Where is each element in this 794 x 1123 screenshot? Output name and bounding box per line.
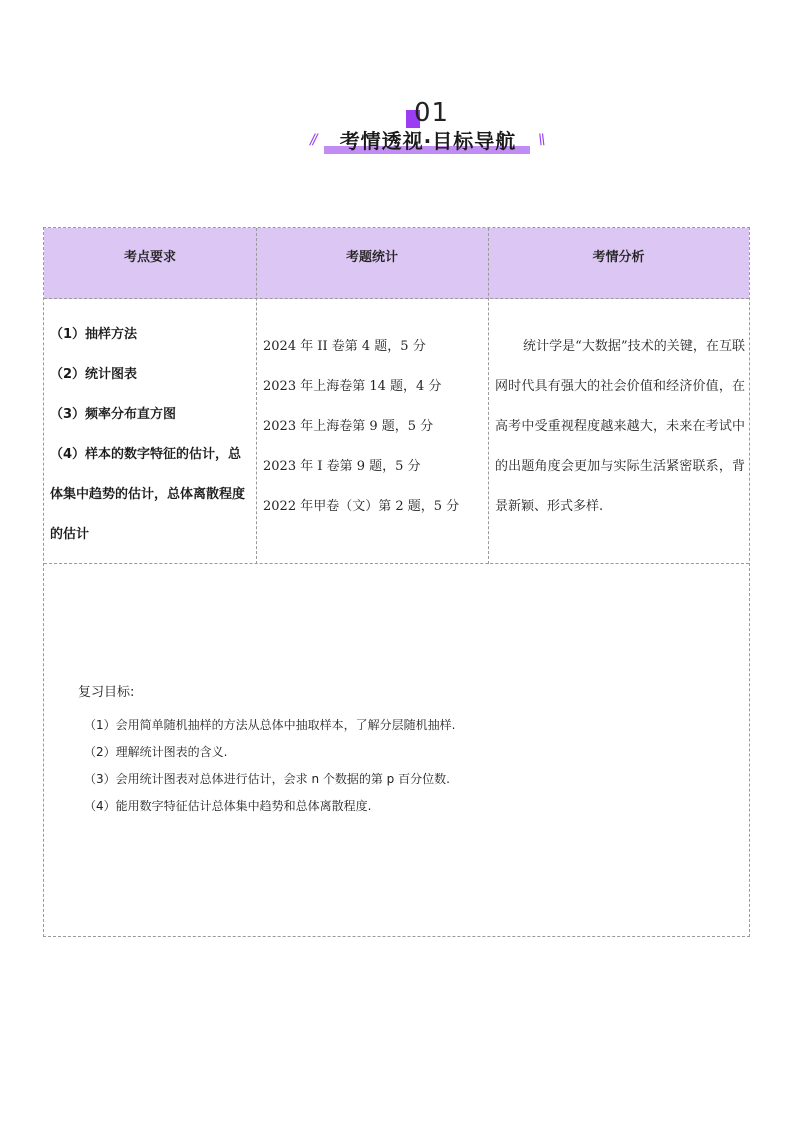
goal-item: （4）能用数字特征估计总体集中趋势和总体离散程度.: [84, 799, 372, 813]
exam-info-table: [43, 227, 750, 937]
goal-item: （2）理解统计图表的含义.: [84, 745, 228, 759]
section-title-block: [310, 128, 550, 158]
requirements-cell: [50, 315, 254, 555]
requirement-item: （1）抽样方法: [50, 327, 138, 342]
header-statistics: 考题统计: [345, 250, 398, 265]
requirement-item: （3）频率分布直方图: [50, 407, 177, 422]
section-number-text: 01: [414, 98, 450, 128]
statistic-item: 2022 年甲卷（文）第 2 题，5 分: [263, 499, 460, 514]
statistics-cell: [263, 327, 483, 527]
requirement-item: （4）样本的数字特征的估计，总体集中趋势的估计，总体离散程度的估计: [50, 447, 246, 542]
goal-item: （3）会用统计图表对总体进行估计，会求 n 个数据的第 p 百分位数.: [84, 772, 450, 786]
analysis-cell: 统计学是“大数据”技术的关键，在互联网时代具有强大的社会价值和经济价值，在高考中受重视程度越来越大，未来在考试中的出题角度会更加与实际生活紧密联系，背景新颖、形式多样.: [495, 339, 745, 514]
review-goals-title: 复习目标:: [78, 685, 135, 700]
section-number: [406, 98, 466, 128]
table-header-row: [44, 228, 749, 299]
requirement-item: （2）统计图表: [50, 367, 138, 382]
header-analysis: 考情分析: [592, 250, 645, 265]
slash-decoration-left: //: [310, 132, 316, 148]
header-requirements: 考点要求: [123, 250, 176, 265]
statistic-item: 2024 年 II 卷第 4 题，5 分: [263, 339, 426, 354]
slash-decoration-right: \\: [538, 132, 544, 148]
statistic-item: 2023 年上海卷第 9 题，5 分: [263, 419, 434, 434]
table-body-row: [44, 299, 749, 564]
section-title: 考情透视·目标导航: [339, 129, 517, 153]
goal-item: （1）会用简单随机抽样的方法从总体中抽取样本，了解分层随机抽样.: [84, 718, 456, 732]
review-goals-list: [84, 712, 724, 820]
statistic-item: 2023 年 I 卷第 9 题，5 分: [263, 459, 421, 474]
review-goals-cell: [44, 564, 749, 936]
statistic-item: 2023 年上海卷第 14 题，4 分: [263, 379, 442, 394]
section-heading: [0, 92, 794, 162]
